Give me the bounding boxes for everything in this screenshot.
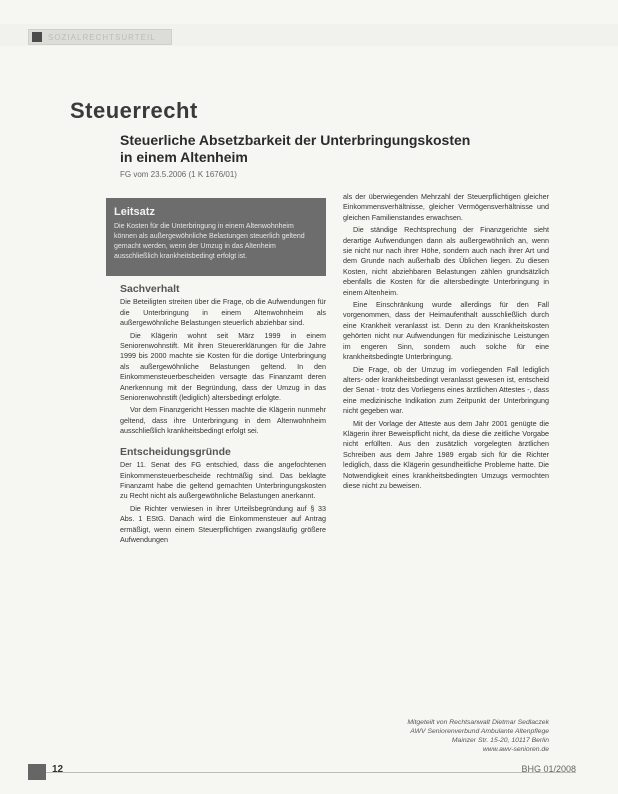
- page-number: 12: [52, 764, 64, 775]
- right-paragraph-1: als der überwiegenden Mehrzahl der Steuerpflichtigen gleicher Einkommensverhältnisse, gleicher Vermögensverhältnisse und gleichen Familienstandes erwachsen.: [343, 192, 549, 222]
- entscheidungsgruende-paragraph-1: Der 11. Senat des FG entschied, dass die angefochtenen Einkommensteuerbescheide rechtmäßig sind. Das beklagte Finanzamt habe die geltend gemachten Unterbringungskosten zu Recht nicht als außergewöhnliche Belastungen anerkannt.: [120, 460, 326, 501]
- section-tag-label: SOZIALRECHTSURTEIL: [48, 32, 156, 42]
- article-reference: FG vom 23.5.2006 (1 K 1676/01): [120, 170, 237, 179]
- signature-line-2: AWV Seniorenverbund Ambulante Altenpflege: [410, 728, 549, 735]
- leitsatz-box: [106, 198, 326, 276]
- right-paragraph-3: Eine Einschränkung wurde allerdings für den Fall vorgenommen, dass der Heimaufenthalt ausschließlich durch eine Krankheit veranlasst ist. Denn zu den Krankheitskosten gehörten nicht nur Aufwendungen für medizinische Leistungen im engeren Sinn, sondern auch solche für eine krankheitsbedingte Unterbringung.: [343, 300, 549, 362]
- sachverhalt-paragraph-2: Die Klägerin wohnt seit März 1999 in einem Seniorenwohnstift. Mit ihren Steuererklärungen für die Jahre 1999 bis 2000 machte sie Kosten für die dortige Unterbringung als außergewöhnliche Belastungen geltend. In den Einkommensteuerbescheiden versagte das Finanzamt deren Anerkennung mit der Begründung, dass der Umzug in das Seniorenwohnstift (lediglich) altersbedingt erfolgte.: [120, 330, 326, 403]
- section-marker-square: [32, 32, 42, 42]
- page-marker-block: [28, 764, 46, 780]
- footer-rule: [28, 772, 576, 773]
- right-paragraph-2: Die ständige Rechtsprechung der Finanzgerichte sieht derartige Aufwendungen dann als außergewöhnlich an, wenn sie nicht nur nach ihrer Höhe, sondern auch nach ihrer Art und dem Grunde nach außerhalb des Üblichen liegen. Zu diesen Kosten, nicht abziehbaren Belastungen zählen grundsätzlich ebenfalls die Kosten für die altersbedingte Unterbringung in einem Altenheim.: [343, 225, 549, 297]
- right-paragraph-5: Mit der Vorlage der Atteste aus dem Jahr 2001 genügte die Klägerin ihrer Beweispflicht nicht, da diese die zeitliche Vorgabe nicht erfüllten. Aus den zusätzlich vorgelegten ärztlichen Schreiben aus dem Jahre 1989 ergab sich für die Richter lediglich, dass die Klägerin gesundheitliche Probleme hatte. Die Notwendigkeit eines krankheitsbedingten Umzugs vermochten diese nicht zu beweisen.: [343, 418, 549, 490]
- right-paragraph-4: Die Frage, ob der Umzug im vorliegenden Fall lediglich alters- oder krankheitsbedingt veranlasst gewesen ist, entscheid der Senat - trotz des Vorliegens eines ärztlichen Attestes -, dass eine medizinische Indikation zum Zeitpunkt der Unterbringung nicht gegeben war.: [343, 364, 549, 416]
- entscheidungsgruende-heading: Entscheidungsgründe: [120, 445, 231, 458]
- signature-line-4: www.awv-senioren.de: [482, 746, 549, 753]
- entscheidungsgruende-section: [120, 447, 326, 546]
- section-tag: [28, 29, 172, 45]
- main-title: Steuerrecht: [70, 98, 198, 123]
- leitsatz-heading: Leitsatz: [114, 206, 155, 218]
- signature-line-1: Mitgeteilt von Rechtsanwalt Dietmar Sedlaczek: [407, 719, 549, 726]
- right-column: [343, 192, 549, 493]
- article-title: Steuerliche Absetzbarkeit der Unterbringungskosten in einem Altenheim: [120, 132, 471, 165]
- sachverhalt-paragraph-3: Vor dem Finanzgericht Hessen machte die Klägerin nunmehr geltend, dass ihre Unterbringung in dem Altenwohnheim ausschließlich krankheitsbedingt erfolgt sei.: [120, 405, 326, 436]
- entscheidungsgruende-paragraph-2: Die Richter verwiesen in ihrer Urteilsbegründung auf § 33 Abs. 1 EStG. Danach wird die Einkommensteuer auf Antrag ermäßigt, wenn einem Steuerpflichtigen zwangsläufig größere Aufwendungen: [120, 503, 326, 544]
- sachverhalt-section: [120, 284, 326, 437]
- leitsatz-text: Die Kosten für die Unterbringung in einem Altenwohnheim können als außergewöhnliche Belastungen steuerlich geltend gemacht werden, wenn der Umzug in das Altenheim ausschließlich krankheitsbedingt erfolgt ist.: [114, 223, 305, 260]
- issue-label: BHG 01/2008: [521, 764, 576, 774]
- signature-line-3: Mainzer Str. 15-20, 10117 Berlin: [451, 737, 549, 744]
- sachverhalt-heading: Sachverhalt: [120, 283, 180, 295]
- left-column: [120, 284, 326, 555]
- author-signature: [343, 718, 549, 754]
- sachverhalt-paragraph-1: Die Beteiligten streiten über die Frage, ob die Aufwendungen für die Unterbringung in einem Altenwohnheim als außergewöhnliche Belastungen steuerlich abziehbar sind.: [120, 297, 326, 328]
